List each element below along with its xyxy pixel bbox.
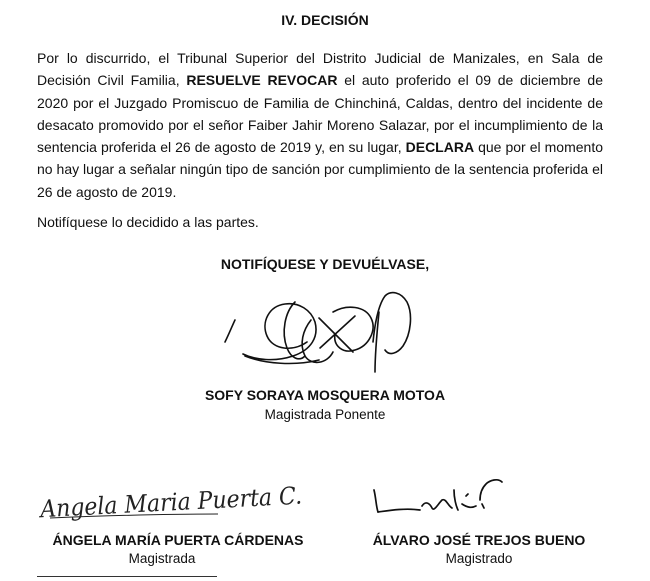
section-title: IV. DECISIÓN [281,12,369,28]
right-signer-name: ÁLVARO JOSÉ TREJOS BUENO [372,532,586,548]
decision-paragraph [37,47,603,203]
decision-resolve: RESUELVE REVOCAR [186,72,338,89]
footnote-divider [37,576,217,577]
ponente-name: SOFY SORAYA MOSQUERA MOTOA [204,387,446,403]
closing-line: NOTIFÍQUESE Y DEVUÉLVASE, [220,256,430,272]
left-signer-role: Magistrada [128,551,196,566]
right-signer-role: Magistrado [445,551,513,566]
decision-declare: DECLARA [405,139,475,156]
left-signature-text: Angela Maria Puerta C. [39,480,327,524]
decision-text-2: el auto proferido el 09 de diciembre de 2020 por el Juzgado Promiscuo de Familia de Chinchiná, Caldas, dentro del incidente de desacato promovido por el señor Faiber Jahir Moreno Salazar, por el incumplimiento de la sentencia proferida el 26 de agosto de 2019 y, en su lugar, [37,72,603,156]
decision-text-1: Por lo discurrido, el Tribunal Superior del Distrito Judicial de Manizales, en Sala de Decisión Civil Familia, [37,50,603,89]
ponente-role: Magistrada Ponente [264,407,386,422]
notification-line: Notifíquese lo decidido a las partes. [37,214,259,230]
left-signer-name: ÁNGELA MARÍA PUERTA CÁRDENAS [52,532,304,548]
right-signature [362,460,532,530]
decision-text-3: que por el momento no hay lugar a señalar ningún tipo de sanción por cumplimiento de la sentencia proferida el 26 de agosto de 2019. [37,139,603,200]
left-signature [38,470,327,530]
ponente-signature [215,282,435,377]
